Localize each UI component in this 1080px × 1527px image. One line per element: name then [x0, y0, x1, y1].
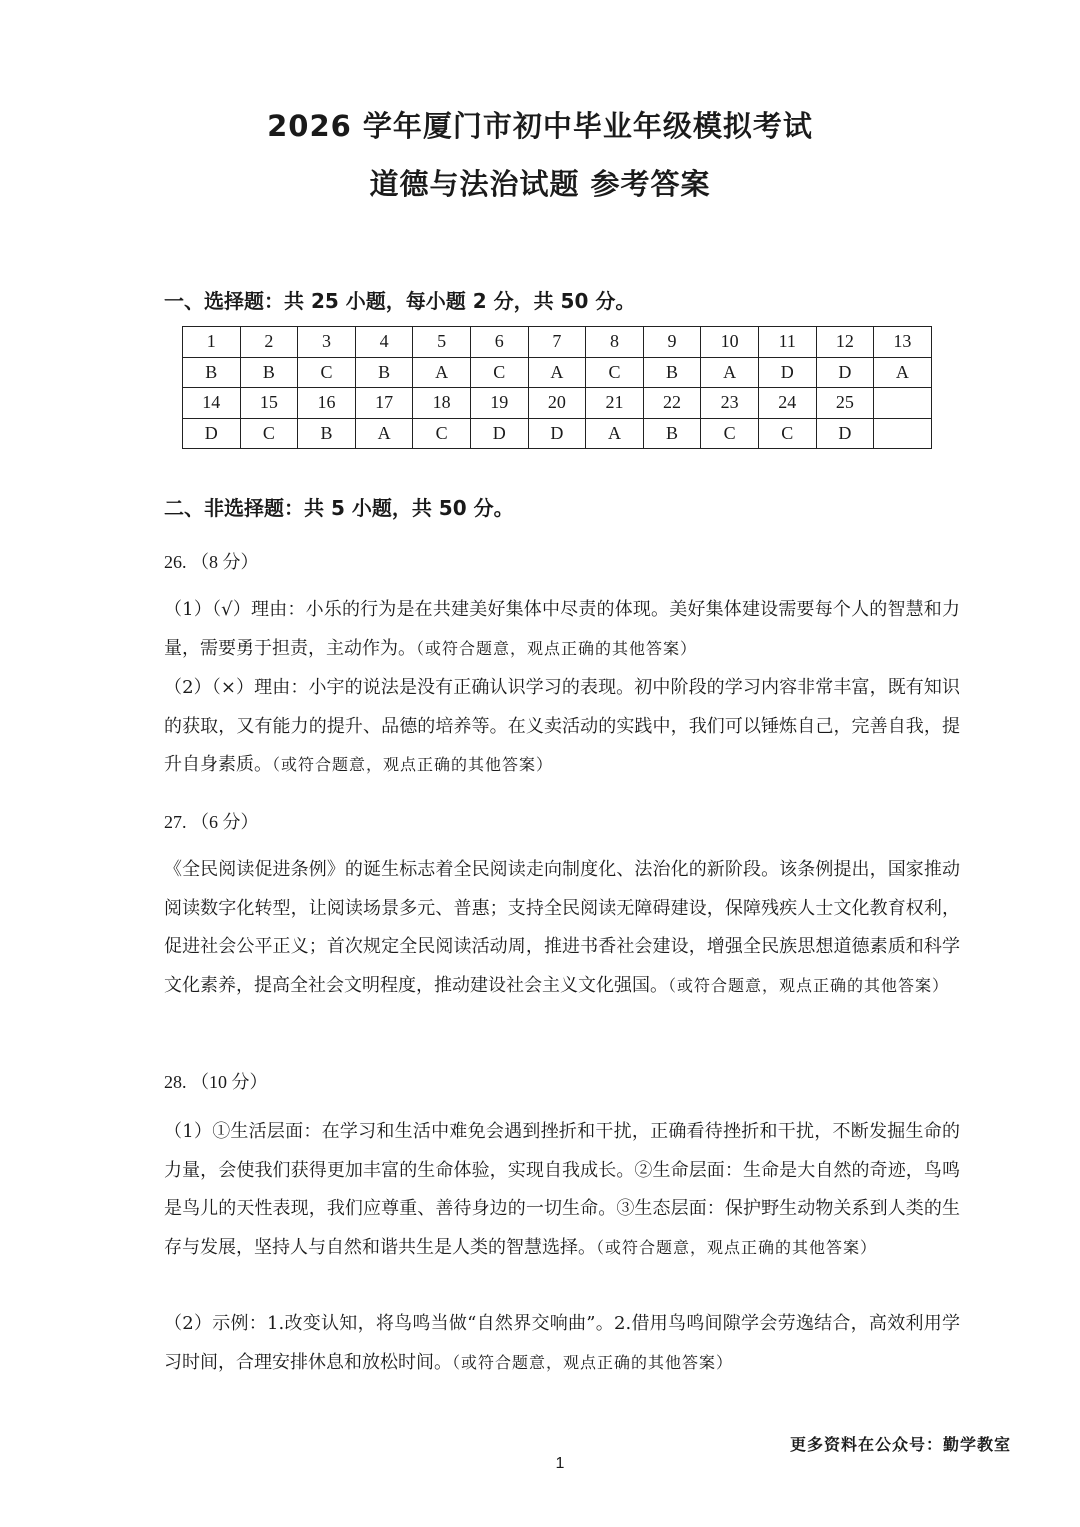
- answer-letter-cell: A: [874, 357, 932, 388]
- question-number-cell: 12: [816, 327, 874, 358]
- answer-letter-cell: C: [298, 357, 356, 388]
- question-number-cell: 10: [701, 327, 759, 358]
- grading-note: （或符合题意，观点正确的其他答案）: [668, 975, 950, 995]
- answer-letter-row: [183, 418, 932, 449]
- question-number-cell: 14: [183, 388, 241, 419]
- section-heading-open-questions: 二、非选择题：共 5 小题，共 50 分。: [164, 496, 514, 520]
- answer-letter-cell: D: [816, 357, 874, 388]
- question-number-cell: 7: [528, 327, 586, 358]
- answer-letter-cell: C: [758, 418, 816, 449]
- question-number-cell: 1: [183, 327, 241, 358]
- section-heading-multiple-choice: 一、选择题：共 25 小题，每小题 2 分，共 50 分。: [164, 289, 636, 313]
- question-number-cell: 25: [816, 388, 874, 419]
- question-26-heading: 26. （8 分）: [164, 552, 259, 572]
- answer-letter-cell: B: [240, 357, 298, 388]
- answer-text: （1）（√）理由：小乐的行为是在共建美好集体中尽责的体现。美好集体建设需要每个人的智慧和力量，需要勇于担责，主动作为。: [164, 599, 960, 659]
- grading-note: （或符合题意，观点正确的其他答案）: [596, 1237, 878, 1257]
- question-number-cell: 22: [643, 388, 701, 419]
- question-26-part-1: [164, 591, 960, 668]
- question-number-cell: 4: [355, 327, 413, 358]
- answer-letter-cell: B: [298, 418, 356, 449]
- question-number-row: [183, 327, 932, 358]
- question-26-part-2: [164, 669, 960, 785]
- question-28-heading: 28. （10 分）: [164, 1072, 268, 1092]
- question-number-cell: 3: [298, 327, 356, 358]
- answer-letter-cell: C: [413, 418, 471, 449]
- answer-letter-cell: D: [816, 418, 874, 449]
- answer-letter-cell: [874, 418, 932, 449]
- footer-note: 更多资料在公众号：勤学教室: [790, 1435, 1012, 1454]
- grading-note: （或符合题意，观点正确的其他答案）: [272, 755, 554, 775]
- question-number-row: [183, 388, 932, 419]
- question-number-cell: 8: [586, 327, 644, 358]
- answer-letter-cell: C: [240, 418, 298, 449]
- answer-letter-cell: B: [643, 357, 701, 388]
- question-27-answer: [164, 851, 960, 1005]
- question-number-cell: 17: [355, 388, 413, 419]
- page-number: 1: [555, 1455, 565, 1472]
- question-number-cell: 9: [643, 327, 701, 358]
- answer-letter-row: [183, 357, 932, 388]
- question-number-cell: 23: [701, 388, 759, 419]
- answer-letter-cell: C: [701, 418, 759, 449]
- question-number-cell: 2: [240, 327, 298, 358]
- answer-text: 《全民阅读促进条例》的诞生标志着全民阅读走向制度化、法治化的新阶段。该条例提出，国家推动阅读数字化转型，让阅读场景多元、普惠；支持全民阅读无障碍建设，保障残疾人士文化教育权利，促进社会公平正义；首次规定全民阅读活动周，推进书香社会建设，增强全民族思想道德素质和科学文化素养，提高全社会文明程度，推动建设社会主义文化强国。: [164, 859, 960, 996]
- question-28-part-2: [164, 1305, 960, 1382]
- question-number-cell: 16: [298, 388, 356, 419]
- answer-letter-cell: D: [758, 357, 816, 388]
- question-28-part-1: [164, 1113, 960, 1267]
- answer-letter-cell: A: [355, 418, 413, 449]
- grading-note: （或符合题意，观点正确的其他答案）: [452, 1352, 734, 1372]
- answer-table: [182, 326, 932, 449]
- answer-letter-cell: B: [183, 357, 241, 388]
- answer-letter-cell: C: [586, 357, 644, 388]
- grading-note: （或符合题意，观点正确的其他答案）: [416, 638, 698, 658]
- answer-letter-cell: A: [701, 357, 759, 388]
- answer-letter-cell: D: [183, 418, 241, 449]
- answer-letter-cell: C: [470, 357, 528, 388]
- question-number-cell: 21: [586, 388, 644, 419]
- question-number-cell: [874, 388, 932, 419]
- answer-letter-cell: A: [413, 357, 471, 388]
- answer-text: （1）①生活层面：在学习和生活中难免会遇到挫折和干扰，正确看待挫折和干扰，不断发掘生命的力量，会使我们获得更加丰富的生命体验，实现自我成长。②生命层面：生命是大自然的奇迹，鸟鸣是鸟儿的天性表现，我们应尊重、善待身边的一切生命。③生态层面：保护野生动物关系到人类的生存与发展，坚持人与自然和谐共生是人类的智慧选择。: [164, 1121, 960, 1258]
- answer-letter-cell: D: [470, 418, 528, 449]
- question-27-heading: 27. （6 分）: [164, 812, 259, 832]
- answer-letter-cell: A: [586, 418, 644, 449]
- answer-letter-cell: B: [643, 418, 701, 449]
- question-number-cell: 24: [758, 388, 816, 419]
- question-number-cell: 19: [470, 388, 528, 419]
- answer-letter-cell: B: [355, 357, 413, 388]
- document-title: 2026 学年厦门市初中毕业年级模拟考试: [267, 109, 813, 143]
- question-number-cell: 15: [240, 388, 298, 419]
- question-number-cell: 13: [874, 327, 932, 358]
- document-subtitle: 道德与法治试题 参考答案: [369, 167, 711, 201]
- question-number-cell: 5: [413, 327, 471, 358]
- answer-letter-cell: D: [528, 418, 586, 449]
- question-number-cell: 6: [470, 327, 528, 358]
- question-number-cell: 11: [758, 327, 816, 358]
- answer-text: （2）（×）理由：小宇的说法是没有正确认识学习的表现。初中阶段的学习内容非常丰富，既有知识的获取，又有能力的提升、品德的培养等。在义卖活动的实践中，我们可以锤炼自己，完善自我，提升自身素质。: [164, 677, 960, 776]
- answer-text: （2）示例：1.改变认知，将鸟鸣当做“自然界交响曲”。2.借用鸟鸣间隙学会劳逸结合，高效利用学习时间，合理安排休息和放松时间。: [164, 1313, 960, 1373]
- question-number-cell: 18: [413, 388, 471, 419]
- question-number-cell: 20: [528, 388, 586, 419]
- answer-letter-cell: A: [528, 357, 586, 388]
